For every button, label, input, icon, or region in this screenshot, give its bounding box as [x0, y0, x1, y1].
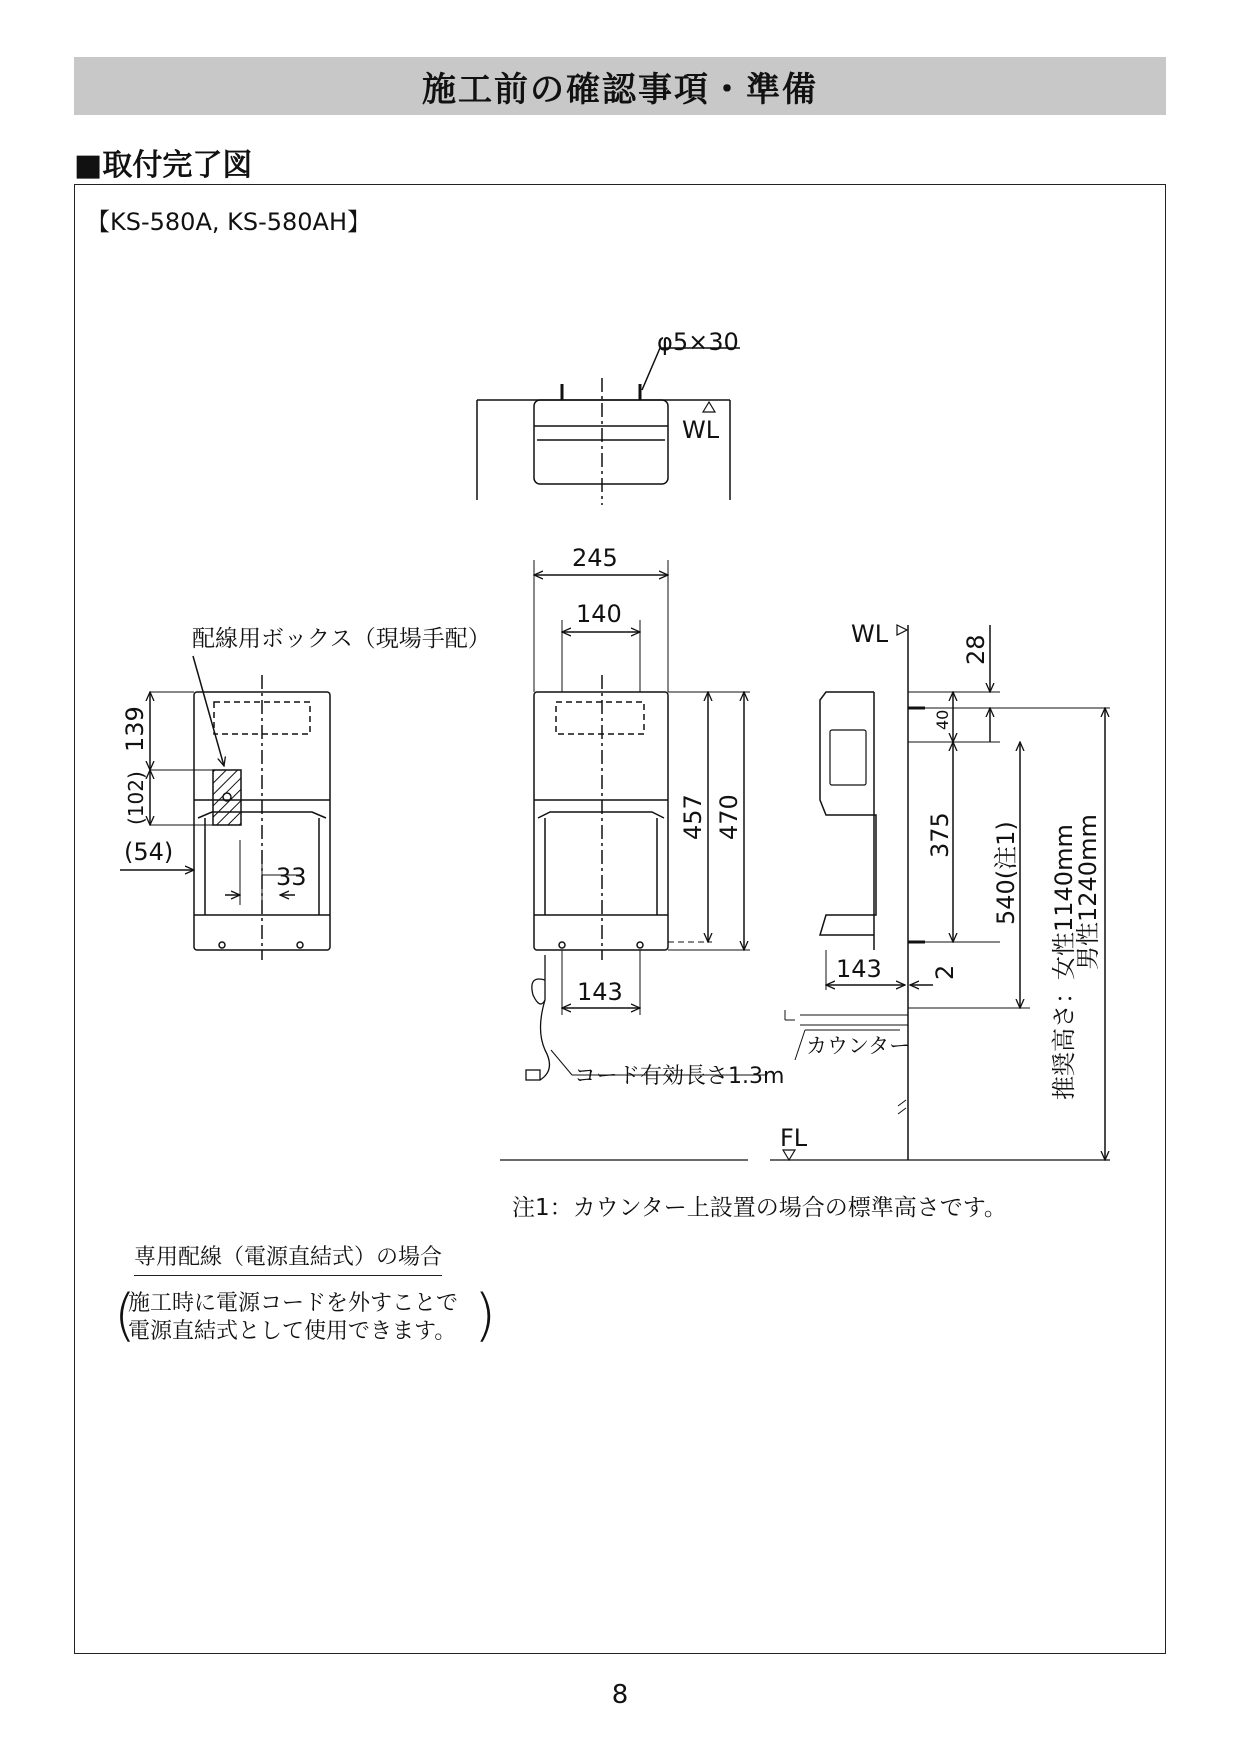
recommended-height-male: 男性1240mm: [1074, 814, 1102, 970]
direct-wiring-line-1: 施工時に電源コードを外すことで: [128, 1291, 459, 1316]
dim-139: 139: [121, 706, 149, 752]
dim-470: 470: [715, 794, 743, 840]
dim-143-front: 143: [577, 978, 623, 1006]
dim-33: 33: [276, 863, 307, 891]
dim-54: (54): [124, 838, 174, 866]
wiring-box-label: 配線用ボックス（現場手配）: [192, 626, 491, 652]
close-paren: ): [474, 1283, 496, 1348]
open-paren: (: [114, 1283, 136, 1348]
fl-label: FL: [780, 1124, 808, 1152]
note-1: 注1：カウンター上設置の場合の標準高さです。: [512, 1195, 1007, 1221]
screw-label: φ5×30: [657, 328, 739, 356]
wl-label-top: WL: [682, 416, 720, 444]
left-front-view: [120, 656, 330, 960]
counter-label: カウンター: [806, 1034, 911, 1058]
dim-102: (102): [124, 771, 148, 825]
page-number: 8: [611, 1680, 629, 1710]
dim-245: 245: [572, 544, 618, 572]
dim-143-side: 143: [836, 955, 882, 983]
section-title: ■取付完了図: [74, 148, 253, 183]
dim-2: 2: [931, 964, 959, 980]
dim-457: 457: [679, 794, 707, 840]
cord-label: コード有効長さ1.3m: [574, 1064, 785, 1089]
direct-wiring-line-2: 電源直結式として使用できます。: [128, 1319, 457, 1344]
model-label: 【KS-580A, KS-580AH】: [86, 208, 372, 236]
direct-wiring-heading: 専用配線（電源直結式）の場合: [134, 1240, 442, 1276]
recommended-height-female: 推奨高さ：女性1140mm: [1050, 824, 1078, 1100]
page-title: 施工前の確認事項・準備: [422, 69, 818, 110]
dim-40: 40: [933, 709, 952, 730]
dim-540: 540(注1): [992, 821, 1020, 925]
dim-140: 140: [576, 600, 622, 628]
dim-375: 375: [926, 812, 954, 858]
wl-label-side: WL: [851, 620, 889, 648]
dim-28: 28: [962, 634, 990, 665]
direct-wiring-note: [114, 1283, 496, 1348]
